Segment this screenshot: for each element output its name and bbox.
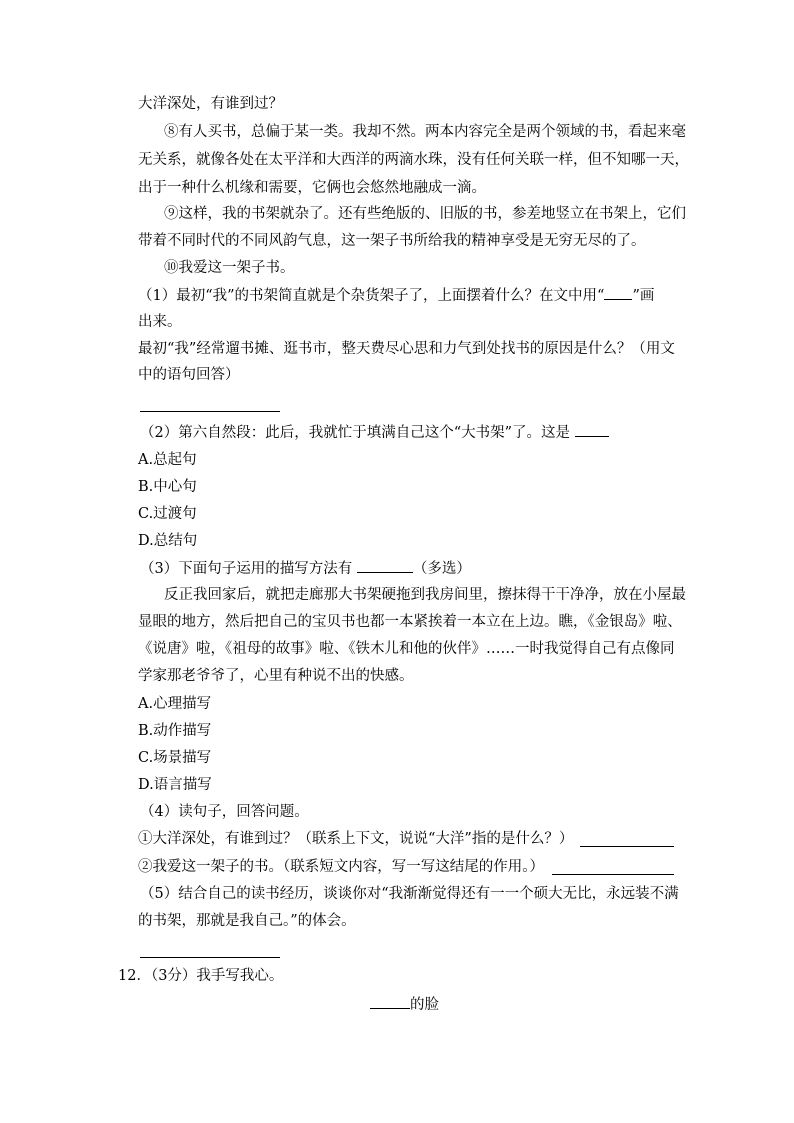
q4-item1: ①大洋深处，有谁到过？（联系上下文，说说“大洋”指的是什么？） <box>138 831 574 847</box>
q2-option: D.总结句 <box>138 533 198 549</box>
q1-quote-blank[interactable] <box>604 285 632 300</box>
passage-p10: ⑩我爱这一架子书。 <box>164 260 295 276</box>
q3-option: D.语言描写 <box>138 777 212 793</box>
q3-quote-line: 学家那老爷爷了，心里有种说不出的快感。 <box>138 668 414 684</box>
q5-answer-line[interactable] <box>140 957 280 958</box>
q4-item2-answer-line[interactable] <box>552 874 674 875</box>
q5-line: 的书架，那就是我自己。”的体会。 <box>138 913 356 929</box>
q1-answer-line[interactable] <box>140 411 280 412</box>
q3-quote-line: 显眼的地方，然后把自己的宝贝书也都一本紧挨着一本立在上边。瞧，《金银岛》啦、 <box>138 614 682 630</box>
q3-quote-line: 《说唐》啦，《祖母的故事》啦、《铁木儿和他的伙伴》……一时我觉得自己有点像同 <box>138 641 675 657</box>
q3-quote-line: 反正我回家后，就把走廊那大书架硬拖到我房间里，擦抹得干干净净，放在小屋最 <box>164 587 686 603</box>
passage-p9-line: 带着不同时代的不同风韵气息，这一架子书所给我的精神享受是无穷无尽的了。 <box>138 233 646 249</box>
q2-answer-blank[interactable] <box>575 422 609 437</box>
q2-option: A.总起句 <box>138 452 197 468</box>
q1-stem-tail: ”画 <box>632 288 655 304</box>
q12-composition-title <box>370 994 439 1015</box>
q3-stem-tail: （多选） <box>412 561 471 577</box>
q3-answer-blank[interactable] <box>357 558 413 573</box>
q4-item2: ②我爱这一架子的书。（联系短文内容，写一写这结尾的作用。） <box>138 859 544 875</box>
q2-option: B.中心句 <box>138 479 197 495</box>
q1-line <box>138 285 654 306</box>
q3-option: C.场景描写 <box>138 750 212 766</box>
q3-stem-line <box>140 558 471 579</box>
q5-line: （5）结合自己的读书经历，谈谈你对“我渐渐觉得还有一一个硕大无比，永远装不满 <box>140 886 679 902</box>
q12-title-suffix: 的脸 <box>410 997 439 1013</box>
q3-stem: （3）下面句子运用的描写方法有 <box>140 561 353 577</box>
q1-line: 中的语句回答） <box>138 367 240 383</box>
q1-line: 出来。 <box>138 314 182 330</box>
passage-p8-line: 出于一种什么机缘和需要，它俩也会悠然地融成一滴。 <box>138 180 486 196</box>
q4-stem: （4）读句子，回答问题。 <box>140 804 309 820</box>
passage-p9-line: ⑨这样，我的书架就杂了。还有些绝版的、旧版的书，参差地竖立在书架上，它们 <box>164 206 686 222</box>
q12-label: 12．（3分）我手写我心。 <box>118 968 284 984</box>
q1-stem: （1）最初“我”的书架简直就是个杂货架子了，上面摆着什么？在文中用“ <box>138 288 605 304</box>
passage-p8-line: 无关系，就像各处在太平洋和大西洋的两滴水珠，没有任何关联一样，但不知哪一天， <box>138 152 689 168</box>
passage-p8-line: ⑧有人买书，总偏于某一类。我却不然。两本内容完全是两个领域的书，看起来毫 <box>164 124 686 140</box>
q1-line: 最初“我”经常遛书摊、逛书市，整天费尽心思和力气到处找书的原因是什么？（用文 <box>138 341 675 357</box>
q12-title-blank[interactable] <box>370 994 410 1009</box>
q3-option: B.动作描写 <box>138 723 212 739</box>
q2-stem: （2）第六自然段：此后，我就忙于填满自己这个“大书架”了。这是 <box>140 425 571 441</box>
passage-p7-tail: 大洋深处，有谁到过？ <box>138 96 283 112</box>
q4-item1-answer-line[interactable] <box>580 846 674 847</box>
q2-stem-line <box>140 422 609 443</box>
q2-option: C.过渡句 <box>138 506 197 522</box>
q3-option: A.心理描写 <box>138 696 212 712</box>
